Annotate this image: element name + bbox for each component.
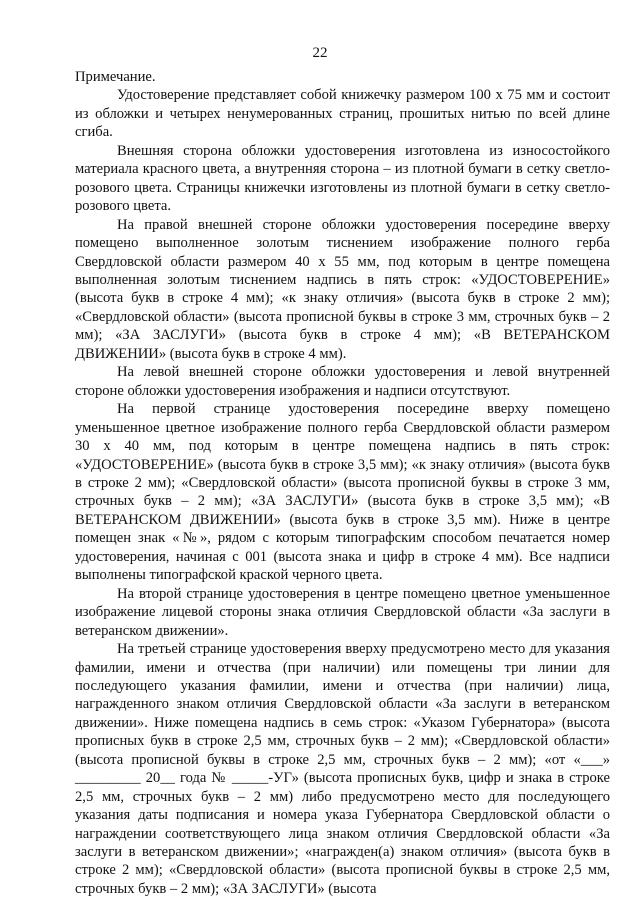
document-body xyxy=(75,68,610,898)
paragraph-first-page: На первой странице удостоверения посередине вверху помещено уменьшенное цветное изображение полного герба Свердловской области размером 30 х 40 мм, под которым в центре помещена надпись в пять строк: «УДОСТОВЕРЕНИЕ» (высота букв в строке 3,5 мм); «к знаку отличия» (высота букв в строке 2 мм); «Свердловской области» (высота прописной буквы в строке 3 мм, строчных букв – 2 мм); «ЗА ЗАСЛУГИ» (высота букв в строке 3,5 мм); «В ВЕТЕРАНСКОМ ДВИЖЕНИИ» (высота букв в строке 3,5 мм). Ниже в центре помещен знак «№», рядом с которым типографским способом печатается номер удостоверения, начиная с 001 (высота знака и цифр в строке 4 мм). Все надписи выполнены типографской краской черного цвета. xyxy=(75,401,610,584)
paragraph-cover-material: Внешняя сторона обложки удостоверения изготовлена из износостойкого материала красного цвета, а внутренняя сторона – из плотной бумаги в сетку светло-розового цвета. Страницы книжечки изготовлены из плотной бумаги в сетку светло-розового цвета. xyxy=(75,142,610,215)
paragraph-booklet-size: Удостоверение представляет собой книжечку размером 100 х 75 мм и состоит из обложки и четырех ненумерованных страниц, прошитых нитью по всей длине сгиба. xyxy=(75,87,610,141)
paragraph-right-cover: На правой внешней стороне обложки удостоверения посередине вверху помещено выполненное золотым тиснением изображение полного герба Свердловской области размером 40 х 55 мм, под которым в центре помещена выполненная золотым тиснением надпись в пять строк: «УДОСТОВЕРЕНИЕ» (высота букв в строке 4 мм); «к знаку отличия» (высота букв в строке 2 мм); «Свердловской области» (высота прописной буквы в строке 3 мм, строчных букв – 2 мм); «ЗА ЗАСЛУГИ» (высота букв в строке 4 мм); «В ВЕТЕРАНСКОМ ДВИЖЕНИИ» (высота букв в строке 4 мм). xyxy=(75,216,610,362)
paragraph-left-cover: На левой внешней стороне обложки удостоверения и левой внутренней стороне обложки удостоверения изображения и надписи отсутствуют. xyxy=(75,364,610,399)
page-number: 22 xyxy=(312,45,328,61)
paragraph-second-page: На второй странице удостоверения в центре помещено цветное уменьшенное изображение лицевой стороны знака отличия Свердловской области «За заслуги в ветеранском движении». xyxy=(75,585,610,639)
paragraph-third-page: На третьей странице удостоверения вверху предусмотрено место для указания фамилии, имени и отчества (при наличии) или помещены три линии для последующего указания фамилии, имени и отчества (при наличии) лица, награжденного знаком отличия Свердловской области «За заслуги в ветеранском движении». Ниже помещена надпись в семь строк: «Указом Губернатора» (высота прописных букв в строке 2,5 мм, строчных букв – 2 мм); «Свердловской области» (высота прописной буквы в строке 2,5 мм, строчных букв – 2 мм); «от «___» _________ 20__ года № _____-УГ» (высота прописных букв, цифр и знака в строке 2,5 мм, строчных букв – 2 мм) либо предусмотрено место для последующего указания даты подписания и номера указа Губернатора Свердловской области о награждении соответствующего лица знаком отличия Свердловской области «За заслуги в ветеранском движении»; «награжден(а) знаком отличия» (высота букв в строке 2 мм); «Свердловской области» (высота прописной буквы в строке 2,5 мм, строчных букв – 2 мм); «ЗА ЗАСЛУГИ» (высота xyxy=(75,641,610,897)
note-heading: Примечание. xyxy=(75,69,156,85)
